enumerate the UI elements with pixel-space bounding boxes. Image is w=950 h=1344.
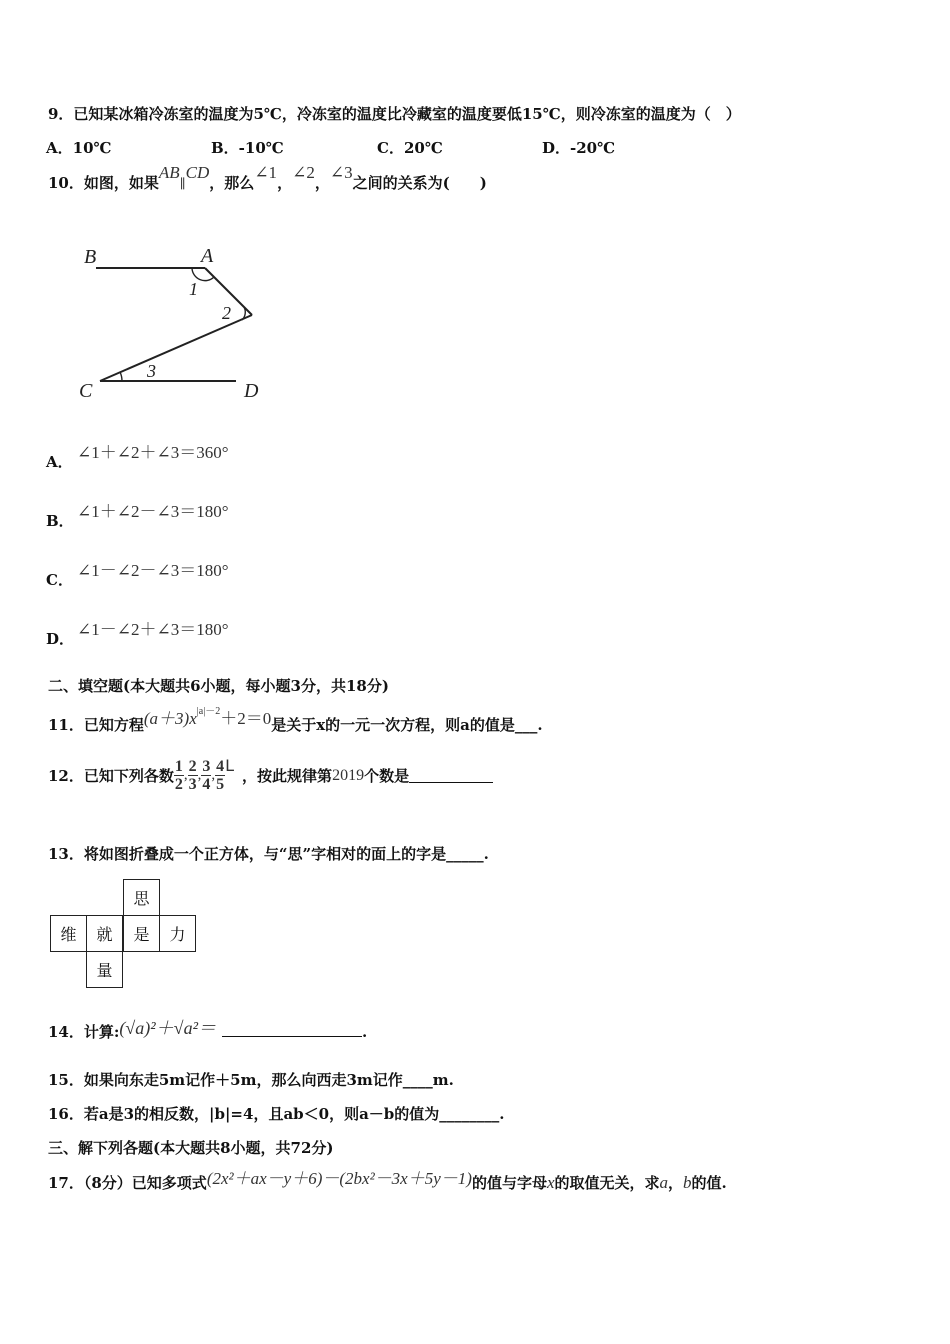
q12-ellipsis: L (225, 756, 235, 775)
q10-option-d-letter: D． (46, 630, 75, 648)
q13-stem: 13．将如图折叠成一个正方体，与“思”字相对的面上的字是_____. (48, 845, 489, 863)
q10-option-b-expr: ∠1＋∠2－∠3＝180° (77, 502, 229, 521)
net-cell-3: 是 (123, 915, 160, 952)
q14-expr: (√a)²＋√a²＝ (119, 1018, 216, 1038)
q12-year: 2019 (332, 766, 365, 784)
label-a: A (201, 245, 214, 267)
q16-stem: 16．若a是3的相反数，|b|=4，且ab＜0，则a－b的值为________. (48, 1105, 505, 1123)
q17-a: a (659, 1173, 669, 1192)
q10-angle3: ∠3 (329, 163, 353, 182)
frac2-den: 3 (188, 776, 197, 793)
q17-mid: 的值与字母 (471, 1174, 547, 1192)
q9-option-b: B．-10℃ (211, 139, 284, 157)
q12-fraction-4 (215, 758, 225, 793)
label-b: B (84, 246, 97, 268)
label-angle2: 2 (222, 303, 231, 323)
q10-cd: CD (185, 163, 210, 182)
q10-option-b-letter: B． (46, 512, 74, 530)
frac4-num: 4 (216, 758, 225, 775)
q12-prefix: 12．已知下列各数 (48, 767, 174, 785)
q10-suffix: 之间的关系为( ) (352, 174, 487, 192)
q10-prefix: 10．如图，如果 (48, 174, 159, 192)
net-cell-right: 力 (159, 915, 196, 952)
q17-suffix: 的值. (691, 1174, 727, 1192)
q14-answer-blank[interactable] (222, 1022, 362, 1037)
q17-comma: ， (668, 1174, 684, 1192)
q10-option-c-letter: C． (46, 571, 73, 589)
q12-answer-blank[interactable] (409, 768, 493, 783)
q15-stem: 15．如果向东走5m记作＋5m，那么向西走3m记作____m. (48, 1071, 454, 1089)
q10-parallel: ∥ (179, 176, 186, 191)
q17-stem (48, 1168, 727, 1193)
q9-option-d: D．-20℃ (542, 139, 616, 157)
net-cell-top: 思 (123, 879, 160, 916)
q10-angle1: ∠1 (254, 163, 278, 182)
q12-fraction-2 (188, 758, 198, 793)
label-angle3: 3 (147, 361, 156, 381)
q10-sep1: ， (277, 174, 293, 192)
q11-stem (48, 706, 543, 735)
q14-stem (48, 1017, 367, 1043)
q9-stem: 9．已知某冰箱冷冻室的温度为5℃，冷冻室的温度比冷藏室的温度要低15℃，则冷冻室的温度为（ ） (48, 105, 741, 123)
frac3-num: 3 (202, 758, 211, 775)
q10-option-d-expr: ∠1－∠2＋∠3＝180° (77, 620, 229, 639)
q10-option-a-expr: ∠1＋∠2＋∠3＝360° (77, 443, 229, 462)
section3-heading: 三、解下列各题(本大题共8小题，共72分) (48, 1139, 334, 1157)
section2-heading: 二、填空题(本大题共6小题，每小题3分，共18分) (48, 677, 389, 695)
net-cell-2: 就 (86, 915, 123, 952)
q9-option-a: A．10℃ (46, 139, 112, 157)
q17-expr: (2x²＋ax－y＋6)－(2bx²－3x＋5y－1) (206, 1169, 472, 1188)
q11-prefix: 11．已知方程 (48, 716, 144, 734)
q17-mid2: 的取值无关，求 (554, 1174, 660, 1192)
frac1-num: 1 (174, 758, 183, 775)
frac3-den: 4 (202, 776, 211, 793)
q10-stem (48, 163, 487, 193)
frac4-den: 5 (216, 776, 225, 793)
q10-option-a-letter: A． (46, 453, 73, 471)
q17-b: b (683, 1173, 692, 1192)
net-cell-bottom: 量 (86, 951, 123, 988)
frac1-den: 2 (174, 776, 183, 793)
q13-cube-net (50, 879, 200, 991)
frac2-num: 2 (188, 758, 197, 775)
label-c: C (79, 380, 93, 402)
q10-angle2: ∠2 (292, 163, 315, 182)
q10-option-c-expr: ∠1－∠2－∠3＝180° (77, 561, 229, 580)
q14-prefix: 14．计算: (48, 1023, 120, 1041)
q12-fraction-3 (201, 758, 211, 793)
q10-figure (70, 235, 280, 410)
angle3-arc (120, 372, 122, 381)
q17-x: x (546, 1173, 555, 1192)
q17-prefix: 17．（8分）已知多项式 (48, 1174, 207, 1192)
q10-mid: ，那么 (209, 174, 255, 192)
q9-option-c: C．20℃ (377, 139, 443, 157)
q10-ab: AB (158, 163, 180, 182)
q10-sep2: ， (314, 174, 330, 192)
line-vertex-c (100, 315, 252, 381)
q11-eq-exp: |a|－2 (196, 706, 221, 717)
net-cell-left: 维 (50, 915, 87, 952)
q14-suffix: . (361, 1023, 368, 1041)
q12-fraction-1 (174, 758, 184, 793)
q11-suffix: 是关于x的一元一次方程，则a的值是___. (271, 716, 543, 734)
q11-eq-rest: ＋2＝0 (220, 709, 272, 728)
q12-stem: 12．已知下列各数 $\frac{1}{2}$ , $\frac{2}{3}$ , $\frac{3}{4}$ , $\frac{4}{5}$ L ，按此规律第 2019 个数是 (48, 758, 493, 793)
label-d: D (244, 380, 259, 402)
label-angle1: 1 (189, 279, 198, 299)
q11-eq-base: (a＋3)x (143, 709, 197, 728)
q12-suffix: 个数是 (364, 767, 410, 785)
q12-mid: ，按此规律第 (242, 767, 333, 785)
